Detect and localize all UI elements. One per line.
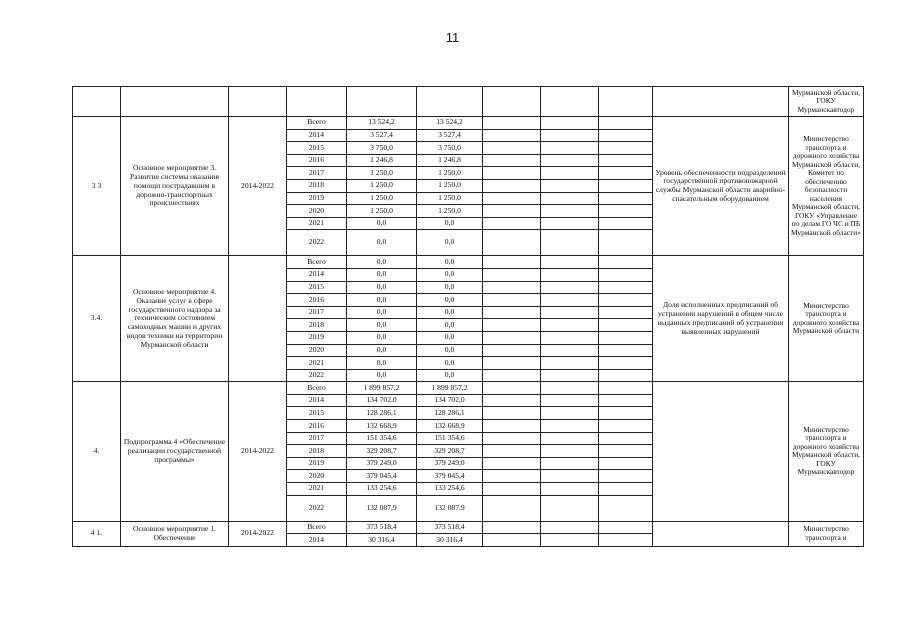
year-cell: 2017 (287, 306, 347, 319)
year-cell: Всего (287, 382, 347, 395)
total-amount-cell: 128 286,1 (347, 407, 417, 420)
total-amount-cell: 0,0 (347, 217, 417, 230)
empty-cell (483, 331, 541, 344)
year-cell: 2019 (287, 457, 347, 470)
empty-cell (483, 268, 541, 281)
empty-cell (599, 483, 653, 496)
year-cell: 2022 (287, 369, 347, 382)
total-amount-cell: 134 702,0 (347, 394, 417, 407)
year-cell: 2020 (287, 205, 347, 218)
year-cell: 2017 (287, 432, 347, 445)
regional-budget-cell: 1 250,0 (417, 205, 483, 218)
empty-cell (483, 306, 541, 319)
total-amount-cell: 0,0 (347, 369, 417, 382)
empty-cell (541, 256, 599, 269)
regional-budget-cell: 0,0 (417, 281, 483, 294)
empty-cell (483, 457, 541, 470)
empty-cell (541, 217, 599, 230)
regional-budget-cell: 151 354,6 (417, 432, 483, 445)
page-number: 11 (445, 30, 460, 45)
total-amount-cell: 133 254,6 (347, 483, 417, 496)
empty-cell (121, 87, 229, 117)
period-cell: 2014-2022 (229, 117, 287, 256)
year-cell: 2014 (287, 129, 347, 142)
regional-budget-cell: 379 249,0 (417, 457, 483, 470)
empty-cell (483, 230, 541, 256)
empty-cell (287, 87, 347, 117)
empty-cell (599, 331, 653, 344)
total-amount-cell: 1 250,0 (347, 205, 417, 218)
responsible-cell: Министерство транспорта и (789, 521, 864, 546)
empty-cell (541, 344, 599, 357)
empty-cell (483, 129, 541, 142)
regional-budget-cell: 1 246,8 (417, 154, 483, 167)
table-body (73, 87, 864, 547)
empty-cell (483, 369, 541, 382)
empty-cell (483, 217, 541, 230)
row-number: 4 1. (73, 521, 121, 546)
empty-cell (599, 319, 653, 332)
empty-cell (599, 495, 653, 521)
total-amount-cell: 373 518,4 (347, 521, 417, 534)
responsible-cell: Мурманской области, ГОКУ Мурманскавтодор (789, 87, 864, 117)
measure-name: Основное мероприятие 4. Оказание услуг в сфере государственного надзора за техническим состоянием самоходных машин и других видов техники на территории Мурманской области (121, 256, 229, 382)
total-amount-cell: 0,0 (347, 256, 417, 269)
table-row (73, 87, 864, 117)
empty-cell (541, 432, 599, 445)
regional-budget-cell: 3 527,4 (417, 129, 483, 142)
year-cell: 2021 (287, 217, 347, 230)
regional-budget-cell: 0,0 (417, 306, 483, 319)
empty-cell (347, 87, 417, 117)
regional-budget-cell: 0,0 (417, 230, 483, 256)
empty-cell (541, 495, 599, 521)
indicator-cell: Доля исполненных предписаний об устранении нарушений в общем числе выданных предписаний об устранении выявленных нарушений (653, 256, 789, 382)
empty-cell (483, 432, 541, 445)
year-cell: 2016 (287, 420, 347, 433)
total-amount-cell: 1 899 857,2 (347, 382, 417, 395)
measure-name: Основное мероприятие 3. Развитие системы оказания помощи пострадавшим в дорожно-транспортных происшествиях (121, 117, 229, 256)
empty-cell (541, 129, 599, 142)
total-amount-cell: 0,0 (347, 357, 417, 370)
regional-budget-cell: 13 524,2 (417, 117, 483, 130)
year-cell: 2021 (287, 483, 347, 496)
empty-cell (599, 470, 653, 483)
empty-cell (541, 294, 599, 307)
measure-name: Основное мероприятие 1. Обеспечение (121, 521, 229, 546)
empty-cell (483, 357, 541, 370)
regional-budget-cell: 0,0 (417, 344, 483, 357)
empty-cell (599, 205, 653, 218)
measure-name: Подпрограмма 4 «Обеспечение реализации государственной программы» (121, 382, 229, 521)
responsible-cell: Министерство транспорта и дорожного хозяйства Мурманской области, Комитет по обеспечению безопасности населения Мурманской области, ГОКУ «Управление по делам ГО ЧС и ПБ Мурманской области» (789, 117, 864, 256)
year-cell: 2014 (287, 394, 347, 407)
empty-cell (599, 445, 653, 458)
empty-cell (483, 394, 541, 407)
indicator-cell: Уровень обеспеченности подразделений государственной противопожарной службы Мурманской области аварийно-спасательным оборудованием (653, 117, 789, 256)
empty-cell (541, 521, 599, 534)
year-cell: Всего (287, 256, 347, 269)
empty-cell (483, 534, 541, 547)
total-amount-cell: 0,0 (347, 281, 417, 294)
empty-cell (599, 521, 653, 534)
empty-cell (599, 369, 653, 382)
regional-budget-cell: 0,0 (417, 357, 483, 370)
empty-cell (417, 87, 483, 117)
regional-budget-cell: 0,0 (417, 217, 483, 230)
empty-cell (483, 281, 541, 294)
total-amount-cell: 132 087,9 (347, 495, 417, 521)
year-cell: Всего (287, 117, 347, 130)
empty-cell (483, 521, 541, 534)
regional-budget-cell: 133 254,6 (417, 483, 483, 496)
empty-cell (541, 407, 599, 420)
regional-budget-cell: 30 316,4 (417, 534, 483, 547)
total-amount-cell: 132 668,9 (347, 420, 417, 433)
empty-cell (541, 142, 599, 155)
empty-cell (73, 87, 121, 117)
empty-cell (599, 420, 653, 433)
year-cell: 2015 (287, 281, 347, 294)
total-amount-cell: 1 250,0 (347, 167, 417, 180)
table-row (73, 382, 864, 395)
row-number: 3 3 (73, 117, 121, 256)
empty-cell (541, 192, 599, 205)
empty-cell (483, 344, 541, 357)
total-amount-cell: 0,0 (347, 230, 417, 256)
empty-cell (541, 457, 599, 470)
empty-cell (541, 179, 599, 192)
empty-cell (599, 281, 653, 294)
year-cell: 2014 (287, 534, 347, 547)
total-amount-cell: 1 246,8 (347, 154, 417, 167)
empty-cell (483, 319, 541, 332)
empty-cell (541, 534, 599, 547)
empty-cell (541, 382, 599, 395)
empty-cell (483, 117, 541, 130)
regional-budget-cell: 1 899 857,2 (417, 382, 483, 395)
total-amount-cell: 151 354,6 (347, 432, 417, 445)
empty-cell (599, 306, 653, 319)
responsible-cell: Министерство транспорта и дорожного хозяйства Мурманской области, ГОКУ Мурманскавтодор (789, 382, 864, 521)
empty-cell (483, 142, 541, 155)
year-cell: 2022 (287, 230, 347, 256)
empty-cell (541, 483, 599, 496)
regional-budget-cell: 0,0 (417, 256, 483, 269)
year-cell: 2018 (287, 179, 347, 192)
year-cell: 2016 (287, 154, 347, 167)
regional-budget-cell: 0,0 (417, 369, 483, 382)
empty-cell (599, 179, 653, 192)
empty-cell (599, 87, 653, 117)
year-cell: 2020 (287, 470, 347, 483)
regional-budget-cell: 373 518,4 (417, 521, 483, 534)
empty-cell (483, 495, 541, 521)
empty-cell (599, 268, 653, 281)
total-amount-cell: 1 250,0 (347, 192, 417, 205)
empty-cell (483, 154, 541, 167)
empty-cell (599, 382, 653, 395)
total-amount-cell: 1 250,0 (347, 179, 417, 192)
regional-budget-cell: 0,0 (417, 331, 483, 344)
empty-cell (599, 142, 653, 155)
year-cell: Всего (287, 521, 347, 534)
regional-budget-cell: 1 250,0 (417, 192, 483, 205)
total-amount-cell: 30 316,4 (347, 534, 417, 547)
empty-cell (599, 394, 653, 407)
empty-cell (541, 357, 599, 370)
empty-cell (483, 205, 541, 218)
empty-cell (599, 154, 653, 167)
indicator-cell (653, 521, 789, 546)
empty-cell (483, 382, 541, 395)
total-amount-cell: 0,0 (347, 306, 417, 319)
empty-cell (483, 445, 541, 458)
total-amount-cell: 3 527,4 (347, 129, 417, 142)
empty-cell (483, 470, 541, 483)
empty-cell (541, 306, 599, 319)
regional-budget-cell: 1 250,0 (417, 167, 483, 180)
empty-cell (599, 534, 653, 547)
total-amount-cell: 0,0 (347, 294, 417, 307)
empty-cell (541, 268, 599, 281)
year-cell: 2021 (287, 357, 347, 370)
empty-cell (599, 192, 653, 205)
regional-budget-cell: 379 045,4 (417, 470, 483, 483)
total-amount-cell: 379 249,0 (347, 457, 417, 470)
table-row (73, 256, 864, 269)
empty-cell (541, 205, 599, 218)
empty-cell (483, 483, 541, 496)
year-cell: 2022 (287, 495, 347, 521)
empty-cell (483, 87, 541, 117)
empty-cell (483, 407, 541, 420)
year-cell: 2015 (287, 142, 347, 155)
responsible-cell: Министерство транспорта и дорожного хозяйства Мурманской области (789, 256, 864, 382)
year-cell: 2019 (287, 192, 347, 205)
empty-cell (229, 87, 287, 117)
year-cell: 2018 (287, 319, 347, 332)
period-cell: 2014-2022 (229, 521, 287, 546)
total-amount-cell: 0,0 (347, 268, 417, 281)
year-cell: 2016 (287, 294, 347, 307)
total-amount-cell: 0,0 (347, 319, 417, 332)
empty-cell (599, 129, 653, 142)
year-cell: 2015 (287, 407, 347, 420)
regional-budget-cell: 0,0 (417, 319, 483, 332)
empty-cell (541, 87, 599, 117)
empty-cell (541, 154, 599, 167)
empty-cell (541, 167, 599, 180)
row-number: 3.4. (73, 256, 121, 382)
regional-budget-cell: 1 250,0 (417, 179, 483, 192)
empty-cell (599, 344, 653, 357)
empty-cell (653, 87, 789, 117)
empty-cell (541, 331, 599, 344)
empty-cell (599, 230, 653, 256)
table-row (73, 117, 864, 130)
empty-cell (541, 420, 599, 433)
empty-cell (599, 357, 653, 370)
total-amount-cell: 379 045,4 (347, 470, 417, 483)
year-cell: 2018 (287, 445, 347, 458)
empty-cell (599, 294, 653, 307)
empty-cell (483, 420, 541, 433)
year-cell: 2014 (287, 268, 347, 281)
regional-budget-cell: 3 750,0 (417, 142, 483, 155)
empty-cell (541, 470, 599, 483)
empty-cell (483, 167, 541, 180)
program-table (72, 86, 864, 547)
empty-cell (541, 230, 599, 256)
empty-cell (483, 179, 541, 192)
regional-budget-cell: 132 087,9 (417, 495, 483, 521)
row-number: 4. (73, 382, 121, 521)
empty-cell (541, 319, 599, 332)
regional-budget-cell: 132 668,9 (417, 420, 483, 433)
empty-cell (541, 369, 599, 382)
empty-cell (599, 432, 653, 445)
empty-cell (599, 256, 653, 269)
empty-cell (599, 457, 653, 470)
year-cell: 2017 (287, 167, 347, 180)
period-cell: 2014-2022 (229, 382, 287, 521)
regional-budget-cell: 0,0 (417, 294, 483, 307)
table-row (73, 521, 864, 534)
total-amount-cell: 329 208,7 (347, 445, 417, 458)
indicator-cell (653, 382, 789, 521)
empty-cell (599, 167, 653, 180)
year-cell: 2019 (287, 331, 347, 344)
total-amount-cell: 3 750,0 (347, 142, 417, 155)
regional-budget-cell: 0,0 (417, 268, 483, 281)
year-cell: 2020 (287, 344, 347, 357)
empty-cell (599, 407, 653, 420)
empty-cell (541, 281, 599, 294)
empty-cell (541, 445, 599, 458)
empty-cell (483, 294, 541, 307)
period-cell (229, 256, 287, 382)
total-amount-cell: 0,0 (347, 344, 417, 357)
empty-cell (599, 117, 653, 130)
empty-cell (541, 117, 599, 130)
empty-cell (483, 192, 541, 205)
empty-cell (599, 217, 653, 230)
total-amount-cell: 13 524,2 (347, 117, 417, 130)
regional-budget-cell: 134 702,0 (417, 394, 483, 407)
regional-budget-cell: 128 286,1 (417, 407, 483, 420)
total-amount-cell: 0,0 (347, 331, 417, 344)
regional-budget-cell: 329 208,7 (417, 445, 483, 458)
empty-cell (483, 256, 541, 269)
empty-cell (541, 394, 599, 407)
